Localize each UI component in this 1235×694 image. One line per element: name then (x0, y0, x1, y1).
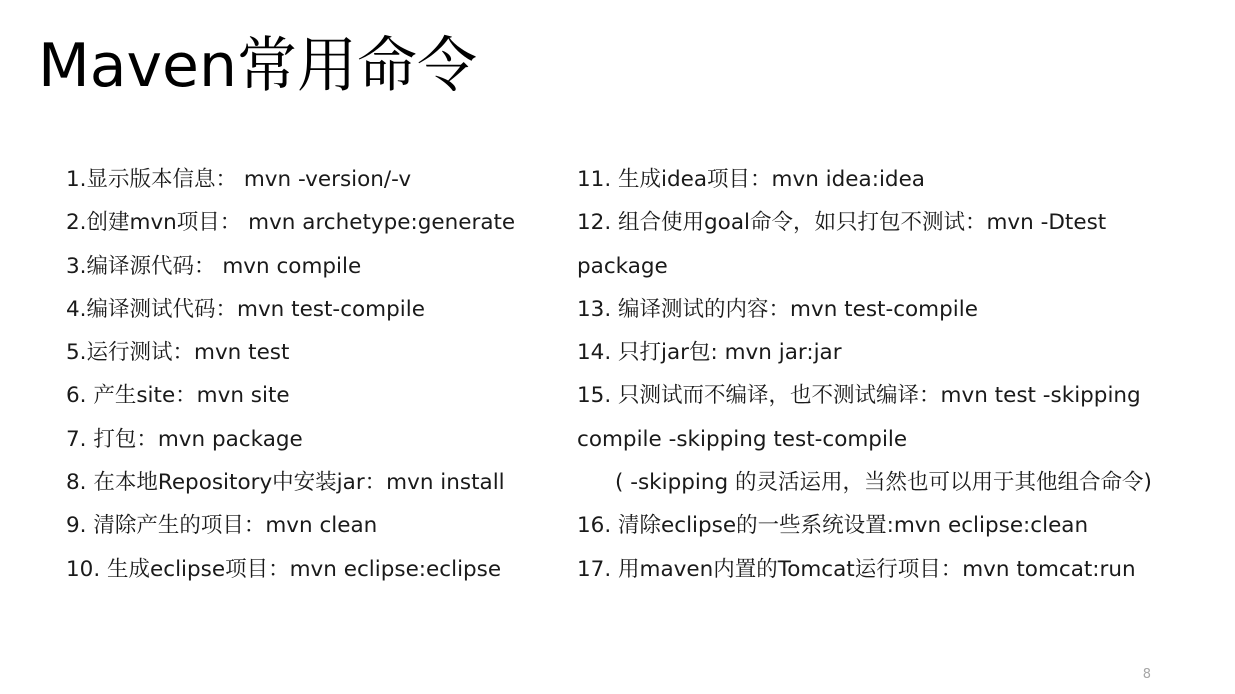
list-item: 3.编译源代码： mvn compile (66, 253, 362, 279)
list-item: 13. 编译测试的内容：mvn test-compile (577, 296, 978, 322)
slide-title: Maven常用命令 (38, 31, 477, 101)
list-item: 16. 清除eclipse的一些系统设置:mvn eclipse:clean (577, 513, 1089, 539)
list-item: 9. 清除产生的项目：mvn clean (66, 513, 378, 539)
list-item: 4.编译测试代码：mvn test-compile (66, 296, 425, 322)
list-item: 12. 组合使用goal命令，如只打包不测试：mvn -Dtest (577, 210, 1107, 236)
list-item-continuation: package (577, 253, 668, 279)
list-item: 10. 生成eclipse项目：mvn eclipse:eclipse (66, 556, 502, 582)
list-item: 8. 在本地Repository中安装jar：mvn install (66, 470, 505, 496)
page-number: 8 (1142, 667, 1151, 682)
right-command-list (577, 158, 1217, 591)
list-item: 7. 打包：mvn package (66, 426, 303, 452)
list-item-continuation: compile -skipping test-compile (577, 426, 908, 452)
list-item: 5.运行测试：mvn test (66, 340, 290, 366)
list-item: 11. 生成idea项目：mvn idea:idea (577, 167, 925, 192)
list-item: 6. 产生site：mvn site (66, 383, 290, 409)
list-item: 2.创建mvn项目： mvn archetype:generate (66, 210, 516, 236)
list-item: 1.显示版本信息： mvn -version/-v (66, 167, 412, 192)
list-item: 14. 只打jar包: mvn jar:jar (577, 340, 842, 366)
list-item: 15. 只测试而不编译，也不测试编译：mvn test -skipping (577, 383, 1141, 409)
left-command-list (66, 158, 546, 591)
list-item: 17. 用maven内置的Tomcat运行项目：mvn tomcat:run (577, 556, 1136, 582)
list-item-note: ( -skipping 的灵活运用，当然也可以用于其他组合命令) (615, 470, 1152, 496)
